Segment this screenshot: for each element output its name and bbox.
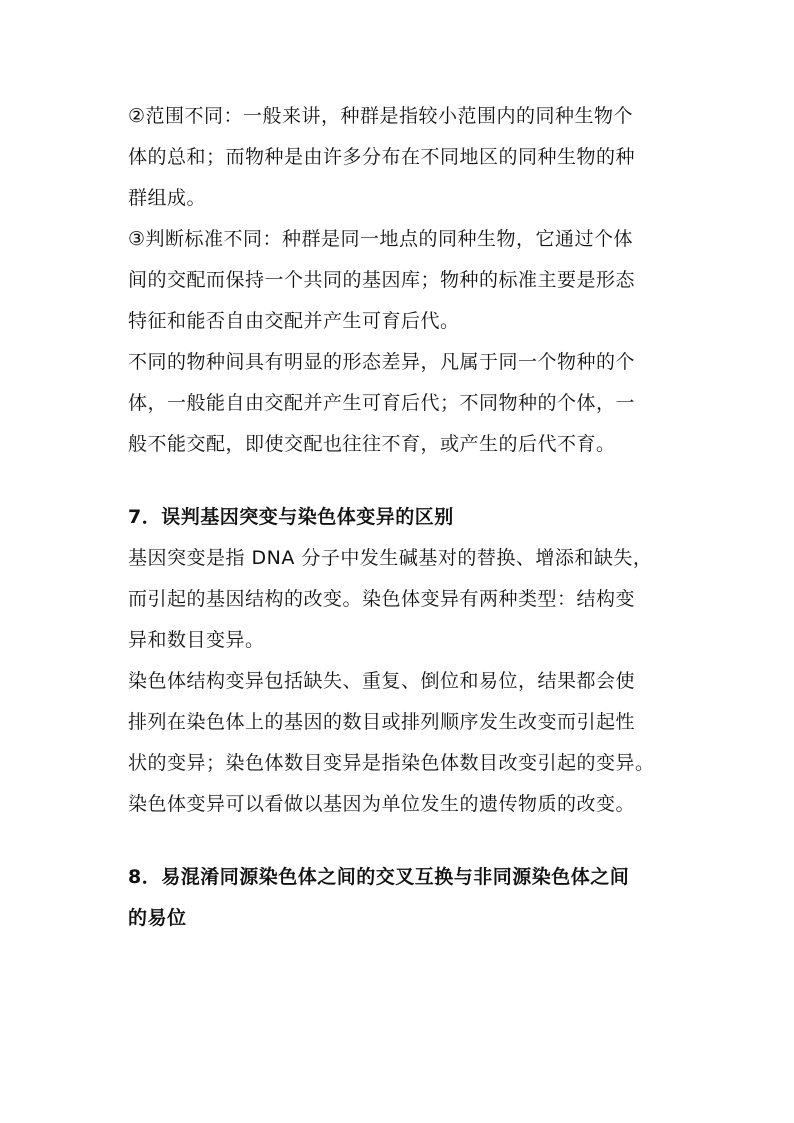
text-line: ③判断标准不同：种群是同一地点的同种生物，它通过个体 [128,228,634,250]
text-line: 基因突变是指 DNA 分子中发生碱基对的替换、增添和缺失， [128,547,653,569]
text-line: 体，一般能自由交配并产生可育后代；不同物种的个体，一 [128,392,636,414]
text-line: 状的变异；染色体数目变异是指染色体数目改变引起的变异。 [128,752,655,774]
section-heading-8-line-2: 的易位 [128,907,187,929]
section-heading-7: 7．误判基因突变与染色体变异的区别 [128,506,454,528]
text-line: 异和数目变异。 [128,629,265,651]
text-line: 特征和能否自由交配并产生可育后代。 [128,310,460,332]
section-gap [128,825,676,857]
text-line: 排列在染色体上的基因的数目或排列顺序发生改变而引起性 [128,711,636,733]
text-line: 间的交配而保持一个共同的基因库；物种的标准主要是形态 [128,269,636,291]
text-line: 染色体结构变异包括缺失、重复、倒位和易位，结果都会使 [128,670,636,692]
text-line: 体的总和；而物种是由许多分布在不同地区的同种生物的种 [128,146,636,168]
text-line: 染色体变异可以看做以基因为单位发生的遗传物质的改变。 [128,793,636,815]
text-line: 而引起的基因结构的改变。染色体变异有两种类型：结构变 [128,588,636,610]
text-line: 般不能交配，即使交配也往往不育，或产生的后代不育。 [128,433,616,455]
text-line: 群组成。 [128,187,207,209]
document-page [128,96,676,939]
section-gap [128,465,676,497]
text-line: 不同的物种间具有明显的形态差异，凡属于同一个物种的个 [128,351,636,373]
section-heading-8-line-1: 8．易混淆同源染色体之间的交叉互换与非同源染色体之间 [128,866,630,888]
text-line: ②范围不同：一般来讲，种群是指较小范围内的同种生物个 [128,105,634,127]
